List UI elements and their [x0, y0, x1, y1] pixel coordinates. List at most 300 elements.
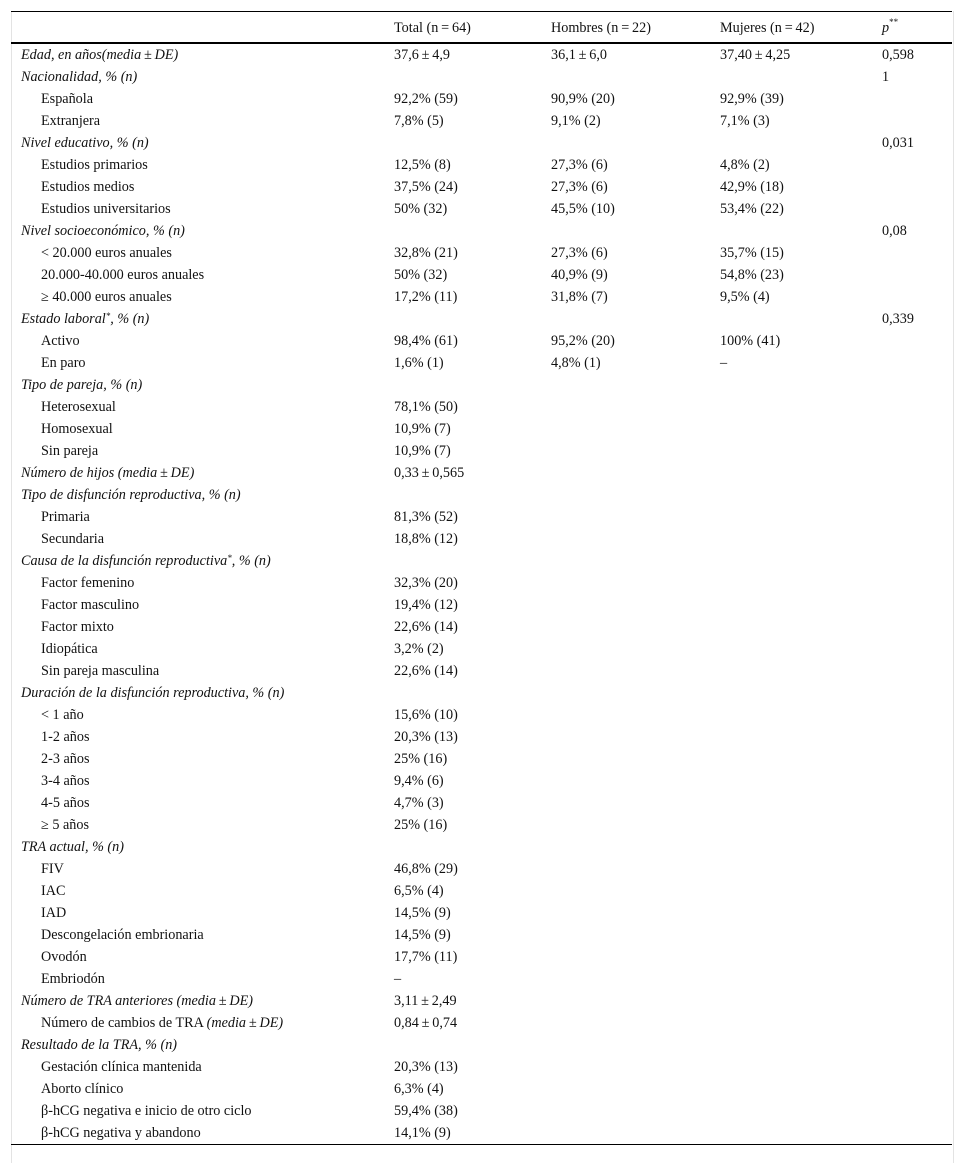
table-row — [11, 154, 952, 176]
total-cell: 32,3% (20) — [394, 574, 458, 591]
table-header-row — [11, 12, 952, 43]
table-row — [11, 1012, 952, 1034]
subcategory-label-cell — [11, 110, 384, 132]
table-row — [11, 1122, 952, 1145]
table-row — [11, 528, 952, 550]
hombres-cell: 90,9% (20) — [551, 90, 615, 107]
hombres-cell — [541, 836, 710, 858]
table-row — [11, 946, 952, 968]
total-cell — [384, 374, 541, 396]
category-label-cell — [11, 43, 384, 66]
row-label: Número de hijos (media ± DE) — [21, 464, 195, 481]
subcategory-label-cell — [11, 616, 384, 638]
subcategory-label-cell — [11, 88, 384, 110]
hombres-cell: 4,8% (1) — [551, 354, 601, 371]
total-cell: 19,4% (12) — [394, 596, 458, 613]
row-label: Extranjera — [41, 112, 101, 129]
p-value-cell — [872, 506, 952, 528]
total-cell: 3,2% (2) — [394, 640, 444, 657]
mujeres-cell: 100% (41) — [720, 332, 781, 349]
p-value-cell — [872, 88, 952, 110]
hombres-cell — [541, 440, 710, 462]
category-label-cell — [11, 462, 384, 484]
table-row — [11, 572, 952, 594]
mujeres-cell — [710, 726, 872, 748]
category-row — [11, 374, 952, 396]
hombres-cell: 40,9% (9) — [551, 266, 608, 283]
mujeres-cell — [710, 528, 872, 550]
total-cell: 20,3% (13) — [394, 1058, 458, 1075]
row-label: Embriodón — [41, 970, 105, 987]
p-value-cell — [872, 242, 952, 264]
hombres-cell — [541, 132, 710, 154]
total-cell: 12,5% (8) — [394, 156, 451, 173]
subcategory-label-cell — [11, 242, 384, 264]
p-value-cell — [872, 330, 952, 352]
mujeres-cell: – — [720, 354, 728, 371]
row-label: Número de TRA anteriores (media ± DE) — [21, 992, 254, 1009]
total-cell: 22,6% (14) — [394, 618, 458, 635]
total-cell — [384, 550, 541, 572]
p-value-cell — [872, 1078, 952, 1100]
mujeres-cell — [710, 946, 872, 968]
row-label: FIV — [41, 860, 64, 877]
table-row — [11, 726, 952, 748]
p-value-cell — [872, 770, 952, 792]
category-row — [11, 484, 952, 506]
total-cell: 4,7% (3) — [394, 794, 444, 811]
total-cell: 32,8% (21) — [394, 244, 458, 261]
p-value-cell — [872, 374, 952, 396]
header-mujeres: Mujeres (n = 42) — [710, 12, 872, 43]
table-row — [11, 814, 952, 836]
mujeres-cell — [710, 220, 872, 242]
mujeres-cell — [710, 374, 872, 396]
total-cell: 50% (32) — [394, 266, 448, 283]
subcategory-label-cell — [11, 1056, 384, 1078]
hombres-cell — [541, 792, 710, 814]
subcategory-label-cell — [11, 572, 384, 594]
row-label: Heterosexual — [41, 398, 116, 415]
total-cell — [384, 484, 541, 506]
category-row — [11, 682, 952, 704]
total-cell — [384, 66, 541, 88]
row-label: 3-4 años — [41, 772, 90, 789]
header-p-value — [872, 12, 952, 43]
total-cell: 9,4% (6) — [394, 772, 444, 789]
mujeres-cell — [710, 748, 872, 770]
total-cell — [384, 1034, 541, 1056]
total-cell: 25% (16) — [394, 750, 448, 767]
row-label: β-hCG negativa y abandono — [41, 1124, 201, 1141]
mujeres-cell — [710, 902, 872, 924]
total-cell: 1,6% (1) — [394, 354, 444, 371]
total-cell: 46,8% (29) — [394, 860, 458, 877]
category-label-cell — [11, 990, 384, 1012]
hombres-cell — [541, 902, 710, 924]
hombres-cell — [541, 374, 710, 396]
mujeres-cell: 4,8% (2) — [720, 156, 770, 173]
table-row — [11, 176, 952, 198]
subcategory-label-cell — [11, 1078, 384, 1100]
row-label-suffix: , % (n) — [110, 310, 150, 327]
mujeres-cell: 9,5% (4) — [720, 288, 770, 305]
p-value-cell — [872, 154, 952, 176]
mujeres-cell — [710, 506, 872, 528]
hombres-cell — [541, 220, 710, 242]
mujeres-cell — [710, 704, 872, 726]
p-value-cell: 0,031 — [882, 134, 914, 151]
row-label: Nacionalidad, % (n) — [21, 68, 138, 85]
row-label: Duración de la disfunción reproductiva, % (n) — [21, 684, 285, 701]
p-value-cell — [872, 594, 952, 616]
hombres-cell — [541, 770, 710, 792]
category-row — [11, 66, 952, 88]
subcategory-label-cell — [11, 594, 384, 616]
total-cell: 15,6% (10) — [394, 706, 458, 723]
hombres-cell — [541, 506, 710, 528]
category-row — [11, 550, 952, 572]
hombres-cell — [541, 462, 710, 484]
row-label: Secundaria — [41, 530, 105, 547]
mujeres-cell — [710, 770, 872, 792]
hombres-cell — [541, 638, 710, 660]
p-value-cell — [872, 418, 952, 440]
total-cell: 17,7% (11) — [394, 948, 458, 965]
mujeres-cell — [710, 858, 872, 880]
subcategory-label-cell — [11, 176, 384, 198]
table-row — [11, 748, 952, 770]
hombres-cell — [541, 616, 710, 638]
table-row — [11, 88, 952, 110]
subcategory-label-cell — [11, 726, 384, 748]
hombres-cell — [541, 748, 710, 770]
mujeres-cell — [710, 1100, 872, 1122]
mujeres-cell: 37,40 ± 4,25 — [720, 46, 791, 63]
table-row — [11, 770, 952, 792]
p-value-cell — [872, 968, 952, 990]
p-value-cell — [872, 550, 952, 572]
category-row — [11, 220, 952, 242]
total-cell: 0,84 ± 0,74 — [394, 1014, 458, 1031]
p-value-cell — [872, 440, 952, 462]
p-value-cell: 1 — [882, 68, 890, 85]
total-cell: 25% (16) — [394, 816, 448, 833]
p-value-cell — [872, 902, 952, 924]
subcategory-label-cell — [11, 704, 384, 726]
p-value-cell — [872, 1100, 952, 1122]
mujeres-cell — [710, 1056, 872, 1078]
hombres-cell — [541, 880, 710, 902]
table-row — [11, 352, 952, 374]
mujeres-cell — [710, 1012, 872, 1034]
subcategory-label-cell — [11, 660, 384, 682]
row-label: IAC — [41, 882, 66, 899]
total-cell: 7,8% (5) — [394, 112, 444, 129]
hombres-cell — [541, 1056, 710, 1078]
mujeres-cell — [710, 132, 872, 154]
hombres-cell — [541, 572, 710, 594]
total-cell — [384, 836, 541, 858]
hombres-cell: 95,2% (20) — [551, 332, 615, 349]
hombres-cell — [541, 946, 710, 968]
row-label: 1-2 años — [41, 728, 90, 745]
p-value-cell — [872, 880, 952, 902]
p-value-cell — [872, 748, 952, 770]
total-cell — [384, 220, 541, 242]
row-label: ≥ 5 años — [41, 816, 89, 833]
subcategory-label-cell — [11, 330, 384, 352]
table-row — [11, 704, 952, 726]
p-value-cell — [872, 198, 952, 220]
subcategory-label-cell — [11, 858, 384, 880]
row-label: Estado laboral — [21, 310, 106, 327]
mujeres-cell — [710, 880, 872, 902]
hombres-cell — [541, 396, 710, 418]
row-label: TRA actual, % (n) — [21, 838, 124, 855]
subcategory-label-cell — [11, 880, 384, 902]
p-value-cell — [872, 858, 952, 880]
subcategory-label-cell — [11, 902, 384, 924]
row-label: Sin pareja masculina — [41, 662, 160, 679]
mujeres-cell — [710, 792, 872, 814]
table-row — [11, 792, 952, 814]
p-value-cell — [872, 660, 952, 682]
total-cell — [384, 682, 541, 704]
mujeres-cell — [710, 418, 872, 440]
subcategory-label-cell — [11, 198, 384, 220]
subcategory-label-cell — [11, 946, 384, 968]
category-label-cell — [11, 484, 384, 506]
row-label: Factor mixto — [41, 618, 114, 635]
subcategory-label-cell — [11, 396, 384, 418]
p-value-cell — [872, 1012, 952, 1034]
table-row — [11, 594, 952, 616]
p-value-cell: 0,08 — [882, 222, 907, 239]
row-label: Primaria — [41, 508, 90, 525]
table-row — [11, 924, 952, 946]
mujeres-cell — [710, 66, 872, 88]
footnote-mark: * — [105, 310, 111, 321]
header-variable — [11, 12, 384, 43]
total-cell: 14,1% (9) — [384, 1122, 541, 1145]
hombres-cell — [541, 1122, 710, 1145]
hombres-cell — [541, 814, 710, 836]
table-row — [11, 440, 952, 462]
p-value-cell: 0,339 — [882, 310, 914, 327]
mujeres-cell — [710, 836, 872, 858]
total-cell: 37,5% (24) — [394, 178, 458, 195]
table-row — [11, 264, 952, 286]
row-label: Edad, en años(media ± DE) — [21, 46, 179, 63]
mujeres-cell — [710, 1078, 872, 1100]
p-value-cell — [872, 704, 952, 726]
hombres-cell — [541, 594, 710, 616]
p-value-cell — [872, 1056, 952, 1078]
table-row — [11, 286, 952, 308]
table-row — [11, 1078, 952, 1100]
subcategory-label-cell — [11, 352, 384, 374]
row-label: Idiopática — [41, 640, 98, 657]
row-label: Tipo de disfunción reproductiva, % (n) — [21, 486, 241, 503]
header-hombres: Hombres (n = 22) — [541, 12, 710, 43]
p-value-cell — [872, 990, 952, 1012]
category-label-cell — [11, 132, 384, 154]
mujeres-cell: 42,9% (18) — [720, 178, 784, 195]
category-row — [11, 43, 952, 66]
hombres-cell — [541, 682, 710, 704]
p-value-cell — [872, 616, 952, 638]
header-p-label: p — [882, 19, 890, 36]
p-value-cell — [872, 396, 952, 418]
p-value-cell — [872, 286, 952, 308]
row-label: Sin pareja — [41, 442, 99, 459]
total-cell: – — [394, 970, 402, 987]
row-label: Tipo de pareja, % (n) — [21, 376, 143, 393]
row-label: IAD — [41, 904, 67, 921]
category-row — [11, 990, 952, 1012]
p-value-cell — [872, 638, 952, 660]
row-label: Estudios universitarios — [41, 200, 171, 217]
table-row — [11, 880, 952, 902]
subcategory-label-cell — [11, 1100, 384, 1122]
p-value-cell — [872, 264, 952, 286]
total-cell: 6,5% (4) — [394, 882, 444, 899]
hombres-cell: 31,8% (7) — [551, 288, 608, 305]
total-cell: 6,3% (4) — [394, 1080, 444, 1097]
row-label: Ovodón — [41, 948, 87, 965]
hombres-cell — [541, 990, 710, 1012]
subcategory-label-cell — [11, 638, 384, 660]
table-row — [11, 198, 952, 220]
total-cell: 98,4% (61) — [394, 332, 458, 349]
header-p-footnote-mark: ** — [889, 16, 899, 27]
category-label-cell — [11, 1034, 384, 1056]
row-label: ≥ 40.000 euros anuales — [41, 288, 172, 305]
p-value-cell — [872, 176, 952, 198]
table-row — [11, 660, 952, 682]
p-value-cell — [872, 1122, 952, 1145]
mujeres-cell — [710, 990, 872, 1012]
hombres-cell — [541, 1078, 710, 1100]
total-cell: 78,1% (50) — [394, 398, 458, 415]
total-cell: 59,4% (38) — [394, 1102, 458, 1119]
hombres-cell — [541, 704, 710, 726]
hombres-cell: 9,1% (2) — [551, 112, 601, 129]
row-label: Resultado de la TRA, % (n) — [21, 1036, 178, 1053]
total-cell: 14,5% (9) — [394, 904, 451, 921]
table-row — [11, 242, 952, 264]
subcategory-label-cell — [11, 792, 384, 814]
row-label: Nivel educativo, % (n) — [21, 134, 149, 151]
category-row — [11, 836, 952, 858]
row-label: Gestación clínica mantenida — [41, 1058, 202, 1075]
p-value-cell — [872, 572, 952, 594]
subcategory-label-cell — [11, 814, 384, 836]
hombres-cell — [541, 1012, 710, 1034]
total-cell: 14,5% (9) — [394, 926, 451, 943]
row-label: Factor masculino — [41, 596, 140, 613]
total-cell: 18,8% (12) — [394, 530, 458, 547]
total-cell: 50% (32) — [394, 200, 448, 217]
category-label-cell — [11, 836, 384, 858]
category-row — [11, 1034, 952, 1056]
p-value-cell — [872, 682, 952, 704]
row-label-italic-suffix: (media ± DE) — [206, 1014, 284, 1031]
p-value-cell — [872, 924, 952, 946]
total-cell: 3,11 ± 2,49 — [394, 992, 457, 1009]
mujeres-cell — [710, 1122, 872, 1145]
total-cell: 37,6 ± 4,9 — [394, 46, 451, 63]
p-value-cell — [872, 726, 952, 748]
row-label: Estudios medios — [41, 178, 135, 195]
row-label: 2-3 años — [41, 750, 90, 767]
table-row — [11, 858, 952, 880]
hombres-cell — [541, 1034, 710, 1056]
row-label: Homosexual — [41, 420, 113, 437]
mujeres-cell — [710, 396, 872, 418]
mujeres-cell — [710, 572, 872, 594]
total-cell: 10,9% (7) — [394, 420, 451, 437]
table-row — [11, 506, 952, 528]
category-row — [11, 132, 952, 154]
mujeres-cell — [710, 1034, 872, 1056]
mujeres-cell — [710, 550, 872, 572]
mujeres-cell — [710, 616, 872, 638]
category-row — [11, 308, 952, 330]
hombres-cell — [541, 660, 710, 682]
hombres-cell — [541, 858, 710, 880]
subcategory-label-cell — [11, 770, 384, 792]
footnote-mark: * — [227, 552, 232, 563]
table-row — [11, 616, 952, 638]
total-cell: 0,33 ± 0,565 — [394, 464, 465, 481]
mujeres-cell — [710, 814, 872, 836]
p-value-cell — [872, 462, 952, 484]
table-row — [11, 110, 952, 132]
hombres-cell — [541, 924, 710, 946]
hombres-cell: 27,3% (6) — [551, 178, 608, 195]
hombres-cell — [541, 550, 710, 572]
hombres-cell: 45,5% (10) — [551, 200, 615, 217]
category-label-cell — [11, 550, 384, 572]
total-cell: 17,2% (11) — [394, 288, 458, 305]
row-label: En paro — [41, 354, 86, 371]
row-label: Nivel socioeconómico, % (n) — [21, 222, 185, 239]
subcategory-label-cell — [11, 418, 384, 440]
row-label: < 20.000 euros anuales — [41, 244, 172, 261]
hombres-cell: 27,3% (6) — [551, 156, 608, 173]
mujeres-cell — [710, 462, 872, 484]
mujeres-cell — [710, 638, 872, 660]
row-label: Activo — [41, 332, 80, 349]
total-cell: 22,6% (14) — [394, 662, 458, 679]
table-row — [11, 396, 952, 418]
row-label: Factor femenino — [41, 574, 135, 591]
p-value-cell: 0,598 — [882, 46, 914, 63]
mujeres-cell — [710, 682, 872, 704]
hombres-cell — [541, 968, 710, 990]
mujeres-cell: 53,4% (22) — [720, 200, 784, 217]
p-value-cell — [872, 814, 952, 836]
total-cell — [384, 308, 541, 330]
hombres-cell — [541, 528, 710, 550]
total-cell — [384, 132, 541, 154]
subcategory-label-cell — [11, 1122, 384, 1145]
subcategory-label-cell — [11, 968, 384, 990]
category-label-cell — [11, 308, 384, 330]
subcategory-label-cell — [11, 1012, 384, 1034]
